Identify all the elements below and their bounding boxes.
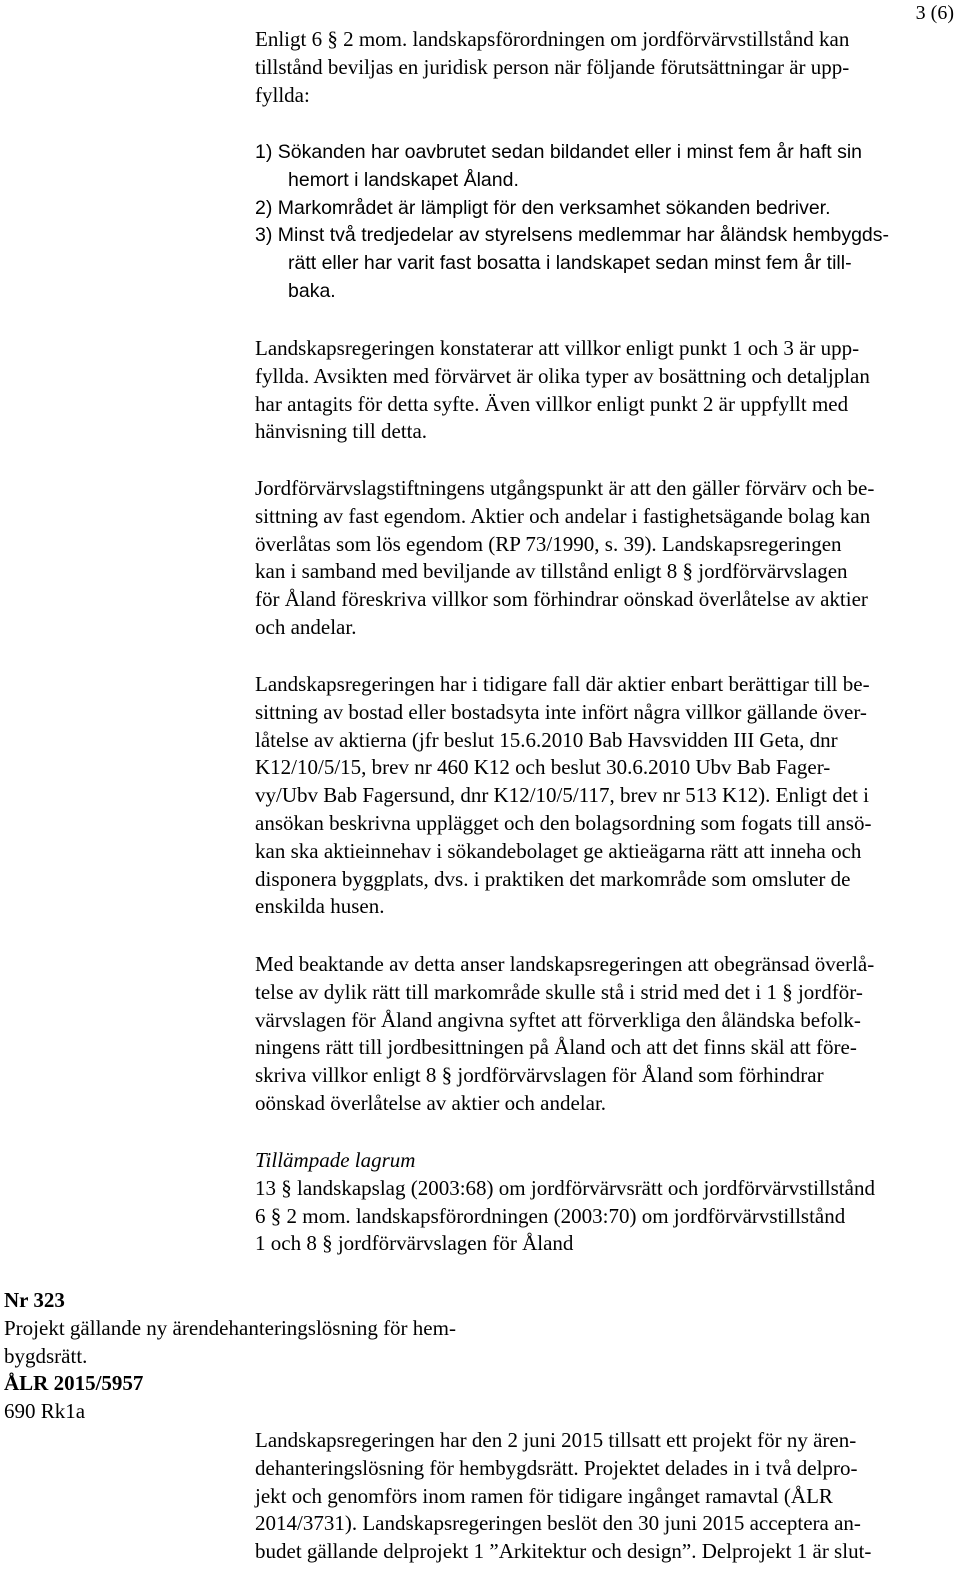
text-line: baka. [288, 279, 336, 302]
text-line: Enligt 6 § 2 mom. landskapsförordningen om jordförvärvstillstånd kan [255, 27, 850, 51]
text-line: Landskapsregeringen konstaterar att villkor enligt punkt 1 och 3 är upp- [255, 336, 860, 360]
case-code: 690 Rk1a [4, 1399, 86, 1424]
text-line: K12/10/5/15, brev nr 460 K12 och beslut 30.6.2010 Ubv Bab Fager- [255, 755, 831, 780]
text-line: har antagits för detta syfte. Även villkor enligt punkt 2 är uppfyllt med [255, 391, 849, 416]
text-line: skriva villkor enligt 8 § jordförvärvslagen för Åland som förhindrar [255, 1063, 824, 1088]
body-paragraph [255, 335, 955, 446]
text-line: 2014/3731). Landskapsregeringen beslöt den 30 juni 2015 acceptera an- [255, 1511, 861, 1536]
condition-item [255, 139, 955, 195]
text-line: ningens rätt till jordbesittningen på Åland och att det finns skäl att före- [255, 1035, 857, 1060]
case-title-line: Projekt gällande ny ärendehanteringslösning för hem- [4, 1315, 456, 1340]
page-number: 3 (6) [915, 2, 954, 24]
text-line: 2) Markområdet är lämpligt för den verksamhet sökanden bedriver. [255, 196, 831, 219]
body-paragraph [255, 1427, 955, 1566]
text-line: jekt och genomförs inom ramen för tidigare ingånget ramavtal (ÅLR [255, 1483, 833, 1508]
text-line: överlåtas som lös egendom (RP 73/1990, s. 39). Landskapsregeringen [255, 531, 842, 556]
text-line: telse av dylik rätt till markområde skulle stå i strid med det i 1 § jordför- [255, 979, 863, 1004]
text-line: vy/Ubv Bab Fagersund, dnr K12/10/5/117, brev nr 513 K12). Enligt det i [255, 783, 869, 808]
text-line: Jordförvärvslagstiftningens utgångspunkt är att den gäller förvärv och be- [255, 476, 875, 500]
text-line: kan i samband med beviljande av tillstånd enligt 8 § jordförvärvslagen [255, 559, 848, 584]
text-line: ansökan beskrivna upplägget och den bolagsordning som fogats till ansö- [255, 810, 872, 835]
text-line: fyllda: [255, 82, 310, 107]
text-line: enskilda husen. [255, 894, 385, 919]
case-number: Nr 323 [4, 1288, 65, 1312]
condition-item [255, 222, 955, 305]
text-line: låtelse av aktierna (jfr beslut 15.6.2010 Bab Havsvidden III Geta, dnr [255, 727, 838, 752]
text-line: hemort i landskapet Åland. [288, 168, 519, 191]
text-line: för Åland föreskriva villkor som förhindrar oönskad överlåtelse av aktier [255, 587, 868, 612]
text-line: 6 § 2 mom. landskapsförordningen (2003:70) om jordförvärvstillstånd [255, 1203, 846, 1228]
case-reference: ÅLR 2015/5957 [4, 1371, 144, 1396]
text-line: 3) Minst två tredjedelar av styrelsens medlemmar har åländsk hembygds- [255, 224, 890, 247]
text-line: och andelar. [255, 614, 357, 639]
applied-law-heading: Tillämpade lagrum [255, 1148, 416, 1172]
case-header [4, 1287, 524, 1426]
body-paragraph [255, 951, 955, 1118]
text-line: oönskad överlåtelse av aktier och andelar. [255, 1090, 607, 1115]
text-line: budet gällande delprojekt 1 ”Arkitektur och design”. Delprojekt 1 är slut- [255, 1539, 872, 1564]
text-line: fyllda. Avsikten med förvärvet är olika typer av bosättning och detaljplan [255, 363, 870, 388]
conditions-list [255, 139, 955, 306]
text-line: sittning av bostad eller bostadsyta inte infört några villkor gällande över- [255, 699, 867, 724]
text-line: sittning av fast egendom. Aktier och andelar i fastighetsägande bolag kan [255, 503, 871, 528]
text-line: värvslagen för Åland angivna syftet att förverkliga den åländska befolk- [255, 1007, 861, 1032]
text-line: tillstånd beviljas en juridisk person när följande förutsättningar är upp- [255, 54, 850, 79]
text-line: 1) Sökanden har oavbrutet sedan bildandet eller i minst fem år haft sin [255, 141, 863, 163]
text-line: dehanteringslösning för hembygdsrätt. Projektet delades in i två delpro- [255, 1455, 858, 1480]
body-paragraph [255, 475, 955, 642]
intro-paragraph [255, 26, 955, 109]
text-line: rätt eller har varit fast bosatta i landskapet sedan minst fem år till- [288, 252, 852, 275]
body-paragraph [255, 671, 955, 921]
text-line: Landskapsregeringen har den 2 juni 2015 tillsatt ett projekt för ny ären- [255, 1428, 857, 1452]
text-line: 1 och 8 § jordförvärvslagen för Åland [255, 1231, 574, 1256]
text-line: Med beaktande av detta anser landskapsregeringen att obegränsad överlå- [255, 952, 875, 976]
case-title-line: bygdsrätt. [4, 1343, 88, 1368]
text-line: Landskapsregeringen har i tidigare fall där aktier enbart berättigar till be- [255, 672, 870, 696]
applied-law-section [255, 1147, 955, 1258]
text-line: kan ska aktieinnehav i sökandebolaget ge aktieägarna rätt att inneha och [255, 838, 862, 863]
text-line: 13 § landskapslag (2003:68) om jordförvärvsrätt och jordförvärvstillstånd [255, 1175, 875, 1200]
text-line: disponera byggplats, dvs. i praktiken det markområde som omsluter de [255, 866, 851, 891]
condition-item [255, 195, 955, 223]
text-line: hänvisning till detta. [255, 419, 428, 444]
